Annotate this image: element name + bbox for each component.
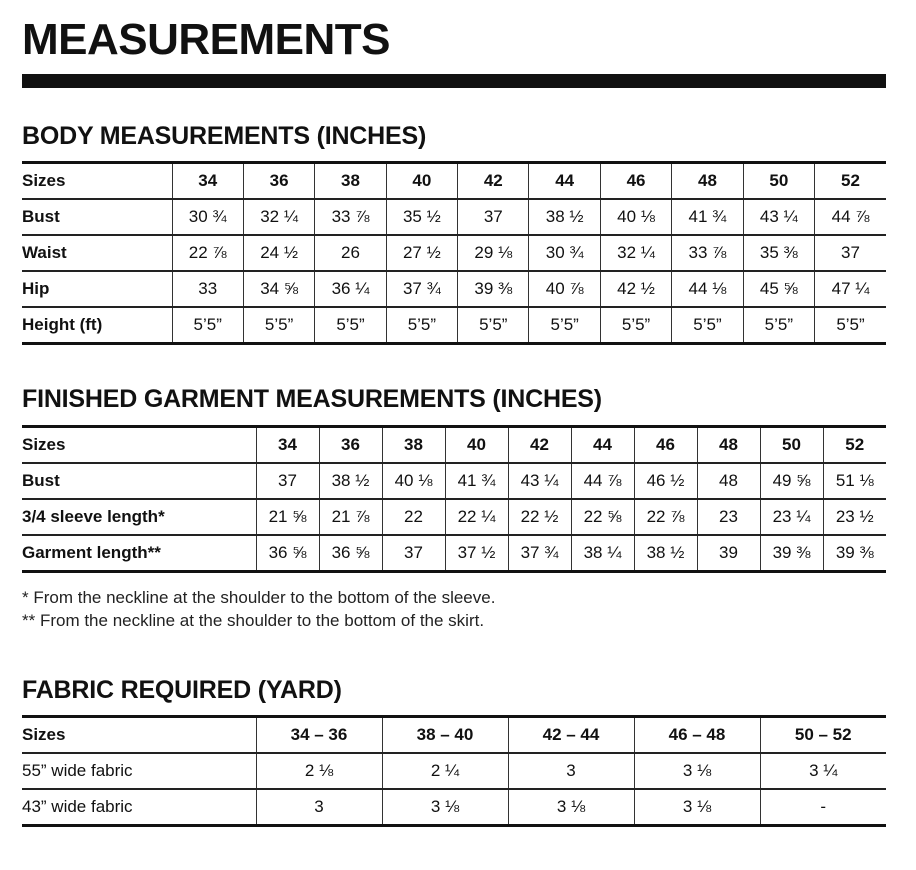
value-cell: 3 ⅛ (508, 789, 634, 826)
value-cell: 37 (256, 463, 319, 499)
value-cell: 5’5” (172, 307, 243, 344)
row-label: Waist (22, 235, 172, 271)
size-cell: 36 (243, 163, 314, 200)
value-cell: 5’5” (243, 307, 314, 344)
value-cell: 5’5” (315, 307, 386, 344)
value-cell: 3 ¼ (760, 753, 886, 789)
value-cell: 40 ⅛ (382, 463, 445, 499)
size-cell: 48 (672, 163, 743, 200)
value-cell: 37 (382, 535, 445, 572)
value-cell: 40 ⅛ (600, 199, 671, 235)
footnote-sleeve: * From the neckline at the shoulder to the bottom of the sleeve. (22, 588, 496, 607)
body-measurements-table (22, 161, 886, 345)
row-label: 3/4 sleeve length* (22, 499, 256, 535)
value-cell: 32 ¼ (600, 235, 671, 271)
body-measurements-title: BODY MEASUREMENTS (INCHES) (22, 122, 427, 150)
value-cell: 41 ¾ (445, 463, 508, 499)
garment-measurements-title: FINISHED GARMENT MEASUREMENTS (INCHES) (22, 385, 602, 413)
value-cell: 27 ½ (386, 235, 457, 271)
value-cell: 38 ½ (634, 535, 697, 572)
value-cell: 35 ½ (386, 199, 457, 235)
value-cell: 37 ¾ (508, 535, 571, 572)
value-cell: 46 ½ (634, 463, 697, 499)
value-cell: 47 ¼ (815, 271, 886, 307)
footnote-garment-length: ** From the neckline at the shoulder to the bottom of the skirt. (22, 611, 485, 630)
value-cell: 24 ½ (243, 235, 314, 271)
value-cell: 23 (697, 499, 760, 535)
value-cell: 3 ⅛ (382, 789, 508, 826)
size-range-cell: 42 – 44 (508, 717, 634, 754)
row-label: Garment length** (22, 535, 256, 572)
value-cell: 32 ¼ (243, 199, 314, 235)
value-cell: 22 ⅝ (571, 499, 634, 535)
title-rule (22, 74, 886, 88)
fabric-required-table (22, 715, 886, 827)
table-row (22, 235, 886, 271)
value-cell: 48 (697, 463, 760, 499)
page-title: MEASUREMENTS (22, 15, 391, 64)
size-range-cell: 38 – 40 (382, 717, 508, 754)
value-cell: 37 (815, 235, 886, 271)
size-cell: 36 (319, 427, 382, 464)
value-cell: 44 ⅞ (571, 463, 634, 499)
value-cell: 5’5” (815, 307, 886, 344)
value-cell: 45 ⅝ (743, 271, 814, 307)
table-row (22, 499, 886, 535)
size-cell: 50 (743, 163, 814, 200)
value-cell: 3 (256, 789, 382, 826)
value-cell: 26 (315, 235, 386, 271)
value-cell: 51 ⅛ (823, 463, 886, 499)
value-cell: 5’5” (386, 307, 457, 344)
table-row (22, 789, 886, 826)
value-cell: 33 ⅞ (315, 199, 386, 235)
value-cell: 22 ½ (508, 499, 571, 535)
size-cell: 34 (256, 427, 319, 464)
value-cell: 39 ⅜ (823, 535, 886, 572)
value-cell: 39 (697, 535, 760, 572)
size-cell: 40 (386, 163, 457, 200)
value-cell: 49 ⅝ (760, 463, 823, 499)
garment-measurements-table (22, 425, 886, 573)
footnotes (22, 586, 495, 632)
value-cell: 43 ¼ (743, 199, 814, 235)
size-cell: 38 (315, 163, 386, 200)
size-cell: 42 (508, 427, 571, 464)
value-cell: 44 ⅞ (815, 199, 886, 235)
value-cell: 40 ⅞ (529, 271, 600, 307)
value-cell: 22 ¼ (445, 499, 508, 535)
row-label: 55” wide fabric (22, 753, 256, 789)
value-cell: 21 ⅝ (256, 499, 319, 535)
value-cell: 2 ¼ (382, 753, 508, 789)
value-cell: 3 ⅛ (634, 789, 760, 826)
value-cell: 3 (508, 753, 634, 789)
value-cell: 3 ⅛ (634, 753, 760, 789)
row-label: Bust (22, 199, 172, 235)
value-cell: 42 ½ (600, 271, 671, 307)
value-cell: 37 (458, 199, 529, 235)
value-cell: 36 ⅝ (256, 535, 319, 572)
value-cell: 43 ¼ (508, 463, 571, 499)
value-cell: 44 ⅛ (672, 271, 743, 307)
value-cell: 37 ½ (445, 535, 508, 572)
sizes-label: Sizes (22, 163, 172, 200)
sizes-header-row (22, 163, 886, 200)
value-cell: 36 ¼ (315, 271, 386, 307)
value-cell: 5’5” (743, 307, 814, 344)
value-cell: 41 ¾ (672, 199, 743, 235)
value-cell: 22 ⅞ (172, 235, 243, 271)
value-cell: 30 ¾ (529, 235, 600, 271)
value-cell: 2 ⅛ (256, 753, 382, 789)
size-cell: 52 (815, 163, 886, 200)
table-row (22, 535, 886, 572)
size-range-cell: 46 – 48 (634, 717, 760, 754)
size-cell: 50 (760, 427, 823, 464)
value-cell: 36 ⅝ (319, 535, 382, 572)
value-cell: 23 ¼ (760, 499, 823, 535)
size-cell: 52 (823, 427, 886, 464)
size-cell: 48 (697, 427, 760, 464)
fabric-required-title: FABRIC REQUIRED (YARD) (22, 676, 342, 704)
size-range-cell: 34 – 36 (256, 717, 382, 754)
value-cell: 34 ⅝ (243, 271, 314, 307)
value-cell: 23 ½ (823, 499, 886, 535)
value-cell: 5’5” (458, 307, 529, 344)
size-cell: 40 (445, 427, 508, 464)
value-cell: 38 ½ (319, 463, 382, 499)
value-cell: 37 ¾ (386, 271, 457, 307)
table-row (22, 199, 886, 235)
row-label: Hip (22, 271, 172, 307)
size-cell: 42 (458, 163, 529, 200)
table-row (22, 463, 886, 499)
value-cell: 39 ⅜ (458, 271, 529, 307)
value-cell: 35 ⅜ (743, 235, 814, 271)
value-cell: 5’5” (600, 307, 671, 344)
value-cell: 30 ¾ (172, 199, 243, 235)
size-range-cell: 50 – 52 (760, 717, 886, 754)
size-cell: 44 (529, 163, 600, 200)
size-cell: 38 (382, 427, 445, 464)
table-row (22, 753, 886, 789)
row-label: Height (ft) (22, 307, 172, 344)
table-row (22, 307, 886, 344)
sizes-label: Sizes (22, 717, 256, 754)
value-cell: 21 ⅞ (319, 499, 382, 535)
value-cell: 22 ⅞ (634, 499, 697, 535)
value-cell: 39 ⅜ (760, 535, 823, 572)
sizes-label: Sizes (22, 427, 256, 464)
value-cell: 33 (172, 271, 243, 307)
value-cell: 5’5” (529, 307, 600, 344)
value-cell: - (760, 789, 886, 826)
size-cell: 46 (600, 163, 671, 200)
table-row (22, 271, 886, 307)
size-cell: 34 (172, 163, 243, 200)
value-cell: 38 ¼ (571, 535, 634, 572)
value-cell: 29 ⅛ (458, 235, 529, 271)
sizes-header-row (22, 427, 886, 464)
value-cell: 5’5” (672, 307, 743, 344)
row-label: Bust (22, 463, 256, 499)
size-cell: 46 (634, 427, 697, 464)
row-label: 43” wide fabric (22, 789, 256, 826)
value-cell: 33 ⅞ (672, 235, 743, 271)
sizes-header-row (22, 717, 886, 754)
value-cell: 38 ½ (529, 199, 600, 235)
value-cell: 22 (382, 499, 445, 535)
size-cell: 44 (571, 427, 634, 464)
